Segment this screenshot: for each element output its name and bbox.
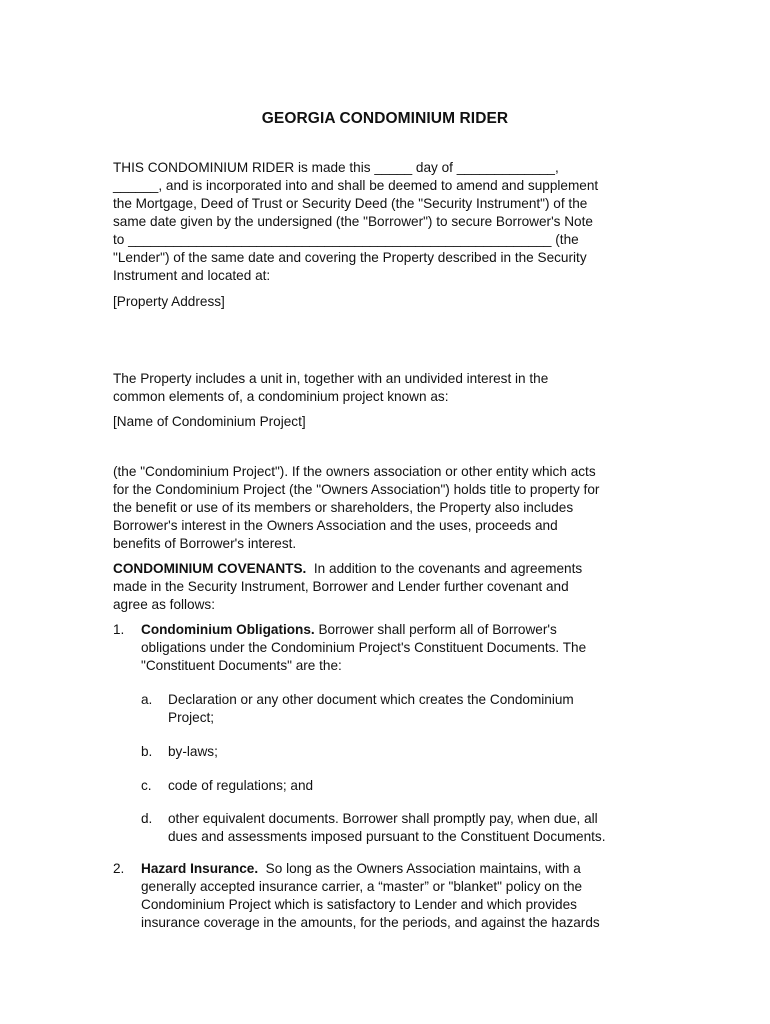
subitem-letter: b.	[141, 744, 153, 759]
covenants-heading: CONDOMINIUM COVENANTS.	[113, 561, 307, 576]
subitem-line: dues and assessments imposed pursuant to the Constituent Documents.	[168, 829, 606, 844]
item2-text: So long as the Owners Association maintains, with a	[258, 861, 581, 876]
covenants-text: In addition to the covenants and agreements	[306, 561, 583, 576]
intro-line: THIS CONDOMINIUM RIDER is made this _____ day of _____________,	[113, 160, 559, 175]
item-number: 1.	[113, 622, 125, 637]
property-includes-line: The Property includes a unit in, together with an undivided interest in the	[113, 371, 549, 386]
covenants-first-line	[113, 560, 582, 578]
subitem-letter: d.	[141, 811, 153, 826]
subitem-line: other equivalent documents. Borrower shall promptly pay, when due, all	[168, 811, 598, 826]
subitem-line: Project;	[168, 710, 215, 725]
property-includes-line: common elements of, a condominium project known as:	[113, 389, 449, 404]
project-paragraph-line: (the "Condominium Project"). If the owners association or other entity which acts	[113, 464, 596, 479]
item1-text: Borrower shall perform all of Borrower's	[314, 622, 557, 637]
intro-line: "Lender") of the same date and covering the Property described in the Security	[113, 250, 587, 265]
subitem-letter: a.	[141, 692, 153, 707]
item1-line: "Constituent Documents" are the:	[141, 658, 342, 673]
project-paragraph-line: Borrower's interest in the Owners Association and the uses, proceeds and	[113, 518, 558, 533]
subitem-letter: c.	[141, 778, 152, 793]
intro-line: the Mortgage, Deed of Trust or Security Deed (the "Security Instrument") of the	[113, 196, 588, 211]
covenants-line: agree as follows:	[113, 597, 216, 612]
property-address-placeholder: [Property Address]	[113, 294, 225, 309]
item2-first-line	[141, 860, 581, 878]
covenants-line: made in the Security Instrument, Borrower and Lender further covenant and	[113, 579, 569, 594]
subitem-line: by-laws;	[168, 744, 218, 759]
item2-heading: Hazard Insurance.	[141, 861, 259, 876]
subitem-line: code of regulations; and	[168, 778, 314, 793]
project-paragraph-line: the benefit or use of its members or shareholders, the Property also includes	[113, 500, 574, 515]
item1-heading: Condominium Obligations.	[141, 622, 315, 637]
project-name-placeholder: [Name of Condominium Project]	[113, 414, 306, 429]
item-number: 2.	[113, 861, 125, 876]
item2-line: generally accepted insurance carrier, a “master” or "blanket" policy on the	[141, 879, 583, 894]
intro-line: Instrument and located at:	[113, 268, 271, 283]
item2-line: Condominium Project which is satisfactory to Lender and which provides	[141, 897, 577, 912]
intro-line: ______, and is incorporated into and shall be deemed to amend and supplement	[113, 178, 599, 193]
item2-line: insurance coverage in the amounts, for the periods, and against the hazards	[141, 915, 600, 930]
subitem-line: Declaration or any other document which creates the Condominium	[168, 692, 574, 707]
item1-line: obligations under the Condominium Project's Constituent Documents. The	[141, 640, 587, 655]
document-title: GEORGIA CONDOMINIUM RIDER	[261, 110, 509, 127]
intro-line: to ________________________________________________________ (the	[113, 232, 579, 247]
intro-line: same date given by the undersigned (the "Borrower") to secure Borrower's Note	[113, 214, 593, 229]
project-paragraph-line: benefits of Borrower's interest.	[113, 536, 297, 551]
project-paragraph-line: for the Condominium Project (the "Owners Association") holds title to property for	[113, 482, 600, 497]
item1-first-line	[141, 621, 557, 639]
